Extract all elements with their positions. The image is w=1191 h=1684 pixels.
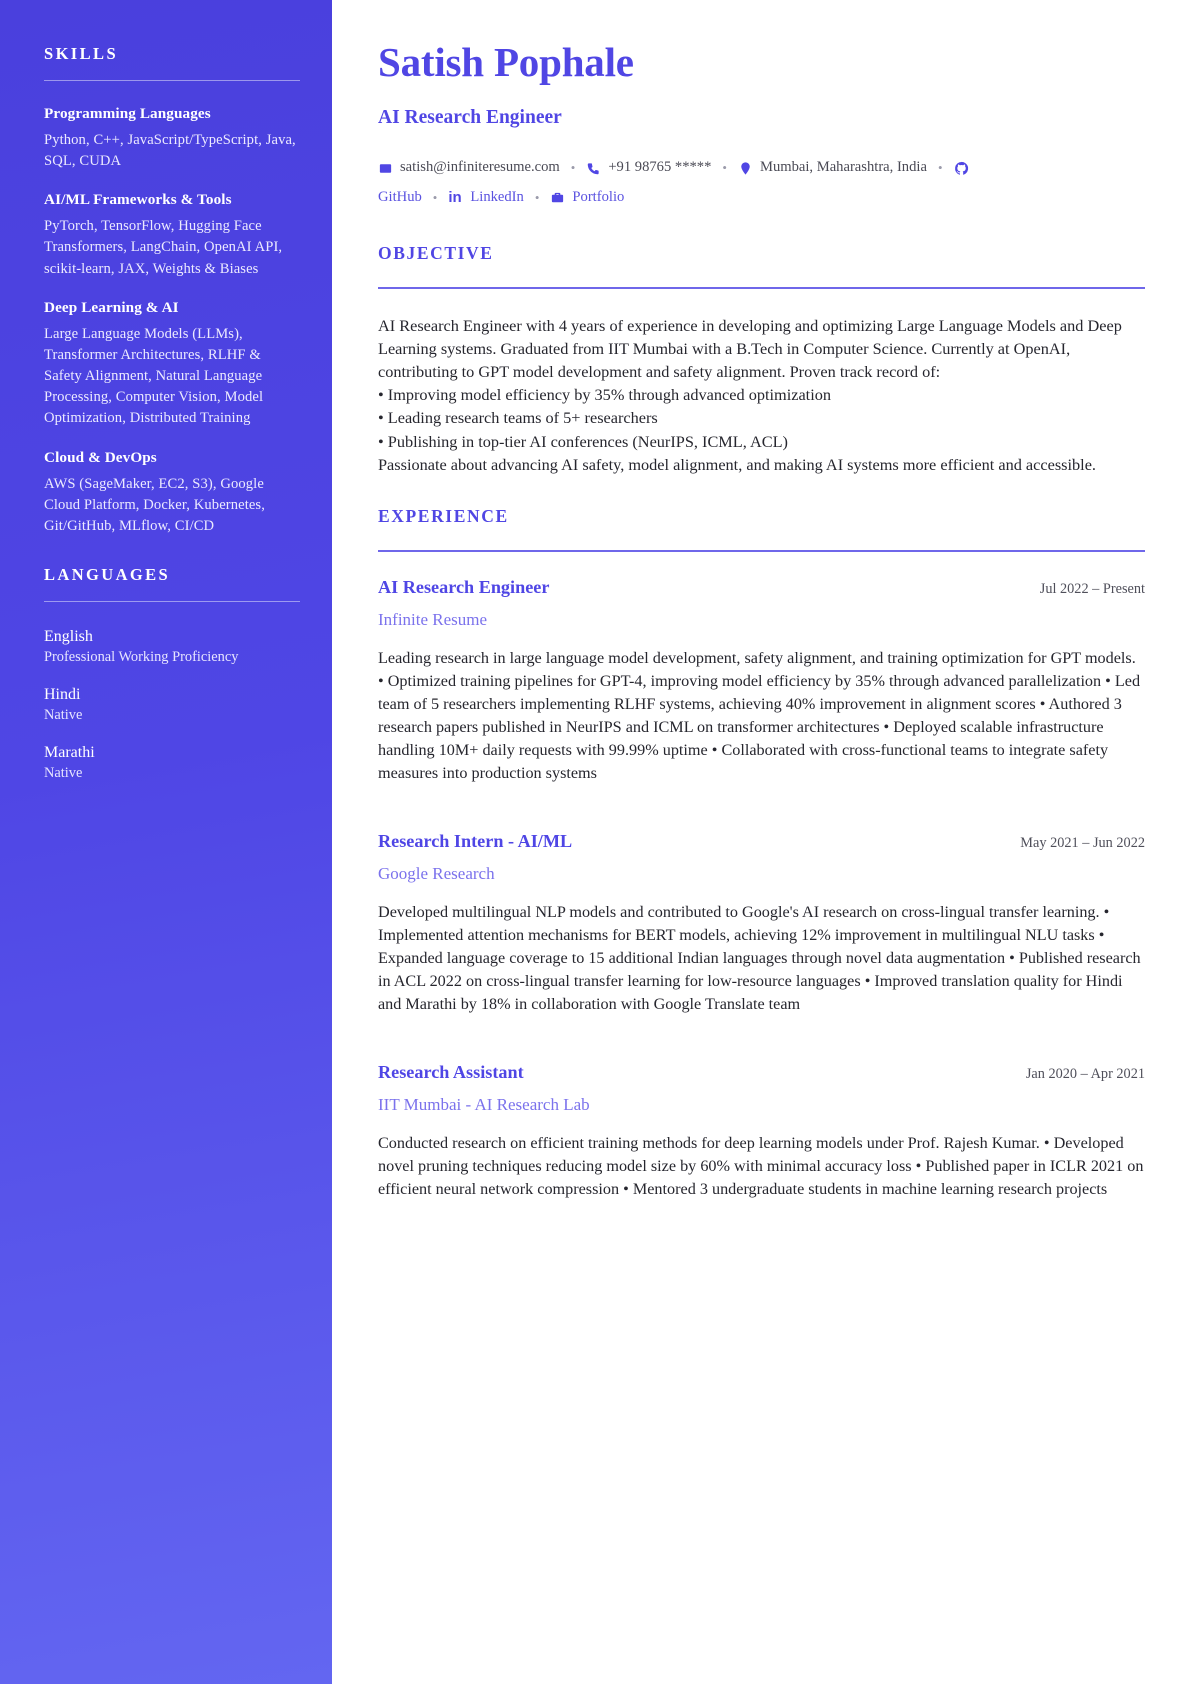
contact-github[interactable] bbox=[954, 161, 969, 176]
experience-company: Google Research bbox=[378, 863, 495, 883]
language-item bbox=[44, 684, 300, 725]
language-item bbox=[44, 626, 300, 667]
contact-info-row-1 bbox=[378, 153, 1145, 183]
language-item bbox=[44, 742, 300, 783]
experience-company: Infinite Resume bbox=[378, 609, 488, 629]
objective-body bbox=[378, 314, 1145, 476]
phone-icon bbox=[586, 161, 601, 176]
experience-line: Conducted research on efficient training methods for deep learning models under Prof. Rajesh Kumar. bbox=[378, 1133, 1040, 1152]
skill-group-body: AWS (SageMaker, EC2, S3), Google Cloud Platform, Docker, Kubernetes, Git/GitHub, MLflow, CI/CD bbox=[44, 475, 265, 534]
experience-line: • Expanded language coverage to 15 additional Indian languages through novel data augmentation bbox=[378, 925, 1105, 967]
skill-group bbox=[44, 299, 300, 430]
experience-company: IIT Mumbai - AI Research Lab bbox=[378, 1094, 590, 1114]
contact-location bbox=[738, 153, 927, 183]
skill-group-title: Deep Learning & AI bbox=[44, 298, 179, 316]
email-icon bbox=[378, 161, 393, 176]
experience-dates: Jul 2022 – Present bbox=[1039, 580, 1145, 597]
skill-group-title: Programming Languages bbox=[44, 105, 211, 122]
contact-separator: • bbox=[937, 159, 943, 175]
objective-line: • Leading research teams of 5+ researchers bbox=[378, 408, 658, 428]
experience-job-title: AI Research Engineer bbox=[378, 576, 550, 597]
languages-divider bbox=[44, 601, 300, 602]
experience-line: • Improved translation quality for Hindi and Marathi by 18% in collaboration with Google Translate team bbox=[378, 971, 1123, 1013]
experience-line: • Led team of 5 researchers implementing RLHF systems, achieving 40% improvement in alignment scores bbox=[378, 671, 1141, 713]
skill-group-title: Cloud & DevOps bbox=[44, 448, 157, 466]
language-level: Native bbox=[44, 764, 83, 781]
experience-header bbox=[378, 577, 1145, 598]
objective-line: AI Research Engineer with 4 years of experience in developing and optimizing Large Language Models and Deep Learning systems. Graduated from IIT Mumbai with a B.Tech in Computer Science. Currently at OpenAI, contributing to GPT model development and safety alignment. Proven track record of: bbox=[378, 315, 1122, 382]
skills-divider bbox=[44, 80, 300, 81]
linkedin-icon: in bbox=[448, 189, 462, 207]
skill-group-body: Python, C++, JavaScript/TypeScript, Java, SQL, CUDA bbox=[44, 132, 296, 170]
languages-section bbox=[44, 565, 300, 783]
experience-line: • Published research in ACL 2022 on cross-lingual transfer learning for low-resource languages bbox=[378, 948, 1141, 990]
contact-email-text: satish@infiniteresume.com bbox=[400, 159, 560, 176]
main-content bbox=[332, 0, 1191, 1684]
contact-separator: • bbox=[722, 159, 727, 175]
experience-description bbox=[378, 1132, 1145, 1201]
objective-line: • Improving model efficiency by 35% through advanced optimization bbox=[378, 385, 832, 405]
contact-location-text: Mumbai, Maharashtra, India bbox=[759, 159, 927, 176]
portfolio-briefcase-icon bbox=[550, 190, 565, 205]
objective-line: • Publishing in top-tier AI conferences (NeurIPS, ICML, ACL) bbox=[378, 431, 788, 451]
experience-line: • Mentored 3 undergraduate students in machine learning research projects bbox=[623, 1179, 1108, 1198]
contact-portfolio-text: Portfolio bbox=[572, 189, 625, 205]
experience-description bbox=[378, 901, 1145, 1016]
experience-job-title: Research Assistant bbox=[378, 1061, 524, 1082]
experience-description bbox=[378, 647, 1145, 785]
experience-line: • Published paper in ICLR 2021 on efficient neural network compression bbox=[378, 1156, 1144, 1198]
language-name: Marathi bbox=[44, 744, 95, 762]
location-pin-icon bbox=[738, 161, 753, 176]
section-title-objective: OBJECTIVE bbox=[378, 242, 494, 263]
experience-line: Leading research in large language model development, safety alignment, and training optimization for GPT models. bbox=[378, 648, 1136, 667]
experience-job-title: Research Intern - AI/ML bbox=[378, 830, 573, 851]
page-title: Satish Pophale bbox=[378, 39, 634, 85]
spacer bbox=[378, 1042, 1145, 1062]
objective-line: Passionate about advancing AI safety, model alignment, and making AI systems more efficient and accessible. bbox=[378, 454, 1096, 474]
contact-portfolio-link[interactable] bbox=[550, 183, 624, 213]
languages-heading: LANGUAGES bbox=[44, 565, 171, 585]
experience-line: • Collaborated with cross-functional teams to integrate safety measures into production systems bbox=[378, 740, 1109, 782]
language-level: Professional Working Proficiency bbox=[44, 648, 239, 665]
experience-dates: Jan 2020 – Apr 2021 bbox=[1025, 1065, 1145, 1082]
skill-group bbox=[44, 191, 300, 279]
section-divider-experience bbox=[378, 550, 1145, 552]
experience-line: • Implemented attention mechanisms for BERT models, achieving 12% improvement in multilingual NLU tasks bbox=[378, 902, 1110, 944]
experience-line: • Deployed scalable infrastructure handling 10M+ daily requests with 99.99% uptime bbox=[378, 717, 1104, 759]
contact-linkedin-link[interactable] bbox=[448, 183, 524, 213]
contact-phone-text: +91 98765 ***** bbox=[608, 159, 712, 176]
job-role-subtitle: AI Research Engineer bbox=[378, 107, 562, 129]
contact-info-row-2 bbox=[378, 183, 1145, 213]
experience-header bbox=[378, 1062, 1145, 1083]
experience-line: • Developed novel pruning techniques reducing model size by 60% with minimal accuracy loss bbox=[378, 1133, 1124, 1175]
contact-github-text: GitHub bbox=[378, 189, 422, 205]
contact-separator: • bbox=[570, 159, 576, 175]
contact-github-link[interactable] bbox=[378, 183, 422, 213]
contact-separator: • bbox=[534, 189, 540, 205]
experience-line: • Authored 3 research papers published in NeurIPS and ICML on transformer architectures bbox=[378, 694, 1122, 736]
sidebar bbox=[0, 0, 332, 1684]
skill-group bbox=[44, 449, 300, 537]
experience-item bbox=[378, 1062, 1145, 1201]
skills-section bbox=[44, 44, 300, 537]
skill-group bbox=[44, 105, 300, 172]
contact-phone[interactable] bbox=[586, 153, 711, 183]
section-divider-objective bbox=[378, 287, 1145, 289]
contact-email[interactable] bbox=[378, 153, 560, 183]
experience-header bbox=[378, 831, 1145, 852]
contact-separator: • bbox=[432, 189, 438, 205]
spacer bbox=[378, 811, 1145, 831]
experience-line: Developed multilingual NLP models and contributed to Google's AI research on cross-lingual transfer learning. bbox=[378, 902, 1100, 921]
skill-group-title: AI/ML Frameworks & Tools bbox=[44, 191, 232, 209]
skill-group-body: PyTorch, TensorFlow, Hugging Face Transformers, LangChain, OpenAI API, scikit-learn, JAX, Weights & Biases bbox=[44, 218, 283, 277]
section-title-experience: EXPERIENCE bbox=[378, 505, 509, 526]
contact-linkedin-text: LinkedIn bbox=[470, 189, 524, 205]
github-icon bbox=[954, 161, 969, 176]
language-name: English bbox=[44, 628, 93, 646]
language-level: Native bbox=[44, 706, 83, 723]
experience-line: • Optimized training pipelines for GPT-4, improving model efficiency by 35% through advanced parallelization bbox=[378, 671, 1102, 690]
skills-heading: SKILLS bbox=[44, 44, 119, 63]
language-name: Hindi bbox=[44, 686, 81, 704]
experience-dates: May 2021 – Jun 2022 bbox=[1020, 834, 1145, 851]
experience-item bbox=[378, 577, 1145, 785]
skill-group-body: Large Language Models (LLMs), Transformer Architectures, RLHF & Safety Alignment, Natural Language Processing, Computer Vision, Model Optimization, Distributed Training bbox=[44, 325, 264, 427]
experience-item bbox=[378, 831, 1145, 1016]
